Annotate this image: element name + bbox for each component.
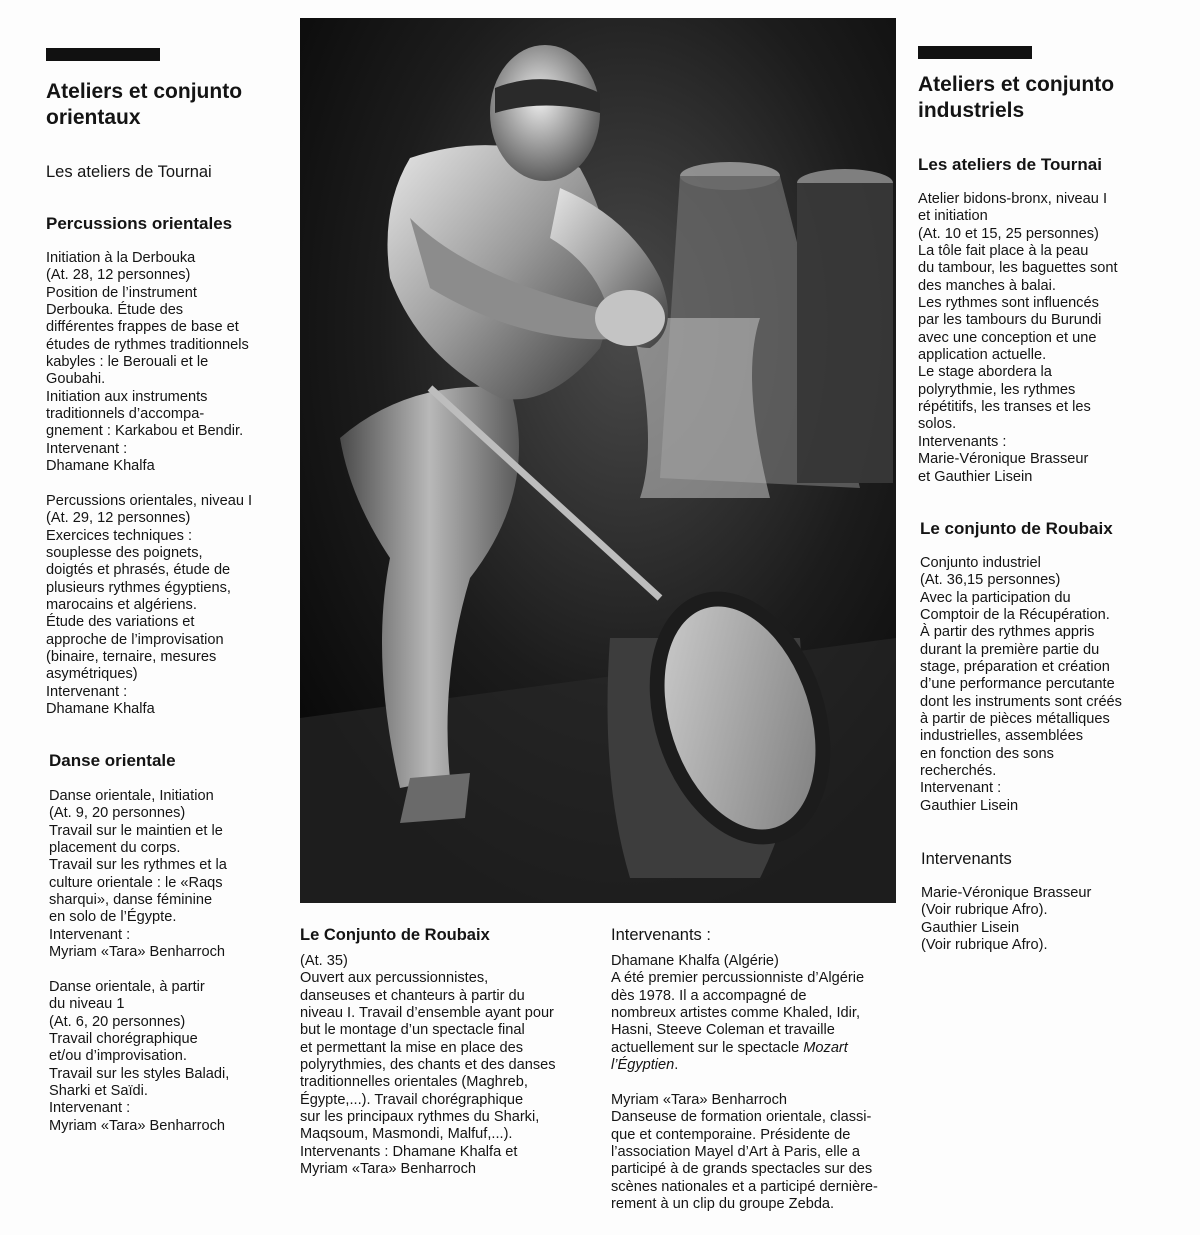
left-column-title: Ateliers et conjunto orientaux: [46, 80, 243, 129]
danse-initiation-text: Danse orientale, Initiation (At. 9, 20 personnes) Travail sur le maintien et le placement du corps. Travail sur les rythmes et la culture orientale : le «Raqs sharqui», danse féminine en solo de l’Égypte. Intervenant : Myriam «Tara» Benharroch: [49, 788, 227, 961]
danse-niveau-text: Danse orientale, à partir du niveau 1 (At. 6, 20 personnes) Travail chorégraphique et/ou d’improvisation. Travail sur les styles Baladi, Sharki et Saïdi. Intervenant : Myriam «Tara» Benharroch: [49, 979, 230, 1134]
left-subtitle: Les ateliers de Tournai: [46, 163, 212, 181]
bio-end: .: [674, 1057, 679, 1074]
percussions-niveau-text: Percussions orientales, niveau I (At. 29, 12 personnes) Exercices techniques : souplesse des poignets, doigtés et phrasés, étude de plusieurs rythmes égyptiens, marocains et algériens. Étude des variations et approche de l’improvisation (binaire, ternaire, mesures asymétriques) Intervenant : Dhamane Khalfa: [46, 493, 253, 718]
mozart-show-title: Mozart l’Égyptien: [611, 1039, 848, 1074]
conjunto-roubaix-heading: Le Conjunto de Roubaix: [300, 926, 490, 944]
drummer-photo-illustration: [300, 18, 896, 903]
derbouka-initiation-text: Initiation à la Derbouka (At. 28, 12 personnes) Position de l’instrument Derbouka. Étude des différentes frappes de base et études de rythmes traditionnels kabyles : le Berouali et le Goubahi. Initiation aux instruments traditionnels d’accompa- gnement : Karkabou et Bendir. Intervenant : Dhamane Khalfa: [46, 250, 249, 475]
right-intervenants-text: Marie-Véronique Brasseur (Voir rubrique Afro). Gauthier Lisein (Voir rubrique Afro).: [921, 885, 1092, 954]
drummer-photo: [300, 18, 896, 903]
conjunto-roubaix-text: (At. 35) Ouvert aux percussionnistes, danseuses et chanteurs à partir du niveau I. Travail d’ensemble ayant pour but le montage d’un spectacle final et permettant la mise en place des polyrythmies, des chants et des danses traditionnelles orientales (Maghreb, Égypte,...). Travail chorégraphique sur les principaux rythmes du Sharki, Maqsoum, Masmondi, Malfuf,...). Intervenants : Dhamane Khalfa et Myriam «Tara» Benharroch: [300, 953, 556, 1178]
danse-heading: Danse orientale: [49, 751, 176, 770]
dhamane-khalfa-bio: [611, 953, 864, 1074]
percussions-heading: Percussions orientales: [46, 214, 233, 233]
tournai-ateliers-text: Atelier bidons-bronx, niveau I et initiation (At. 10 et 15, 25 personnes) La tôle fait place à la peau du tambour, les baguettes sont des manches à balai. Les rythmes sont influencés par les tambours du Burundi avec une conception et une application actuelle. Le stage abordera la polyrythmie, les rythmes répétitifs, les transes et les solos. Intervenants : Marie-Véronique Brasseur et Gauthier Lisein: [918, 191, 1118, 485]
right-intervenants-heading: Intervenants: [921, 850, 1012, 868]
right-column-title: Ateliers et conjunto industriels: [918, 73, 1115, 122]
intervenants-heading: Intervenants :: [611, 926, 711, 944]
dhamane-khalfa-bio-text: Dhamane Khalfa (Algérie) A été premier percussionniste d’Algérie dès 1978. Il a accompagné de nombreux artistes comme Khaled, Idir, Hasni, Steeve Coleman et travaille actuellement sur le spectacle: [611, 953, 865, 1056]
roubaix-heading: Le conjunto de Roubaix: [920, 519, 1113, 538]
right-title-bar: [918, 46, 1032, 59]
tournai-heading: Les ateliers de Tournai: [918, 155, 1102, 174]
myriam-benharroch-bio: Myriam «Tara» Benharroch Danseuse de formation orientale, classi- que et contemporaine. Présidente de l’association Mayel d’Art à Paris, elle a participé à de grands spectacles sur des scènes nationales et a participé dernière- rement à un clip du groupe Zebda.: [611, 1092, 878, 1213]
left-title-bar: [46, 48, 160, 61]
roubaix-conjunto-text: Conjunto industriel (At. 36,15 personnes) Avec la participation du Comptoir de la Récupération. À partir des rythmes appris durant la première partie du stage, préparation et création d’une performance percutante dont les instruments sont créés à partir de pièces métalliques industrielles, assemblées en fonction des sons recherchés. Intervenant : Gauthier Lisein: [920, 555, 1122, 814]
